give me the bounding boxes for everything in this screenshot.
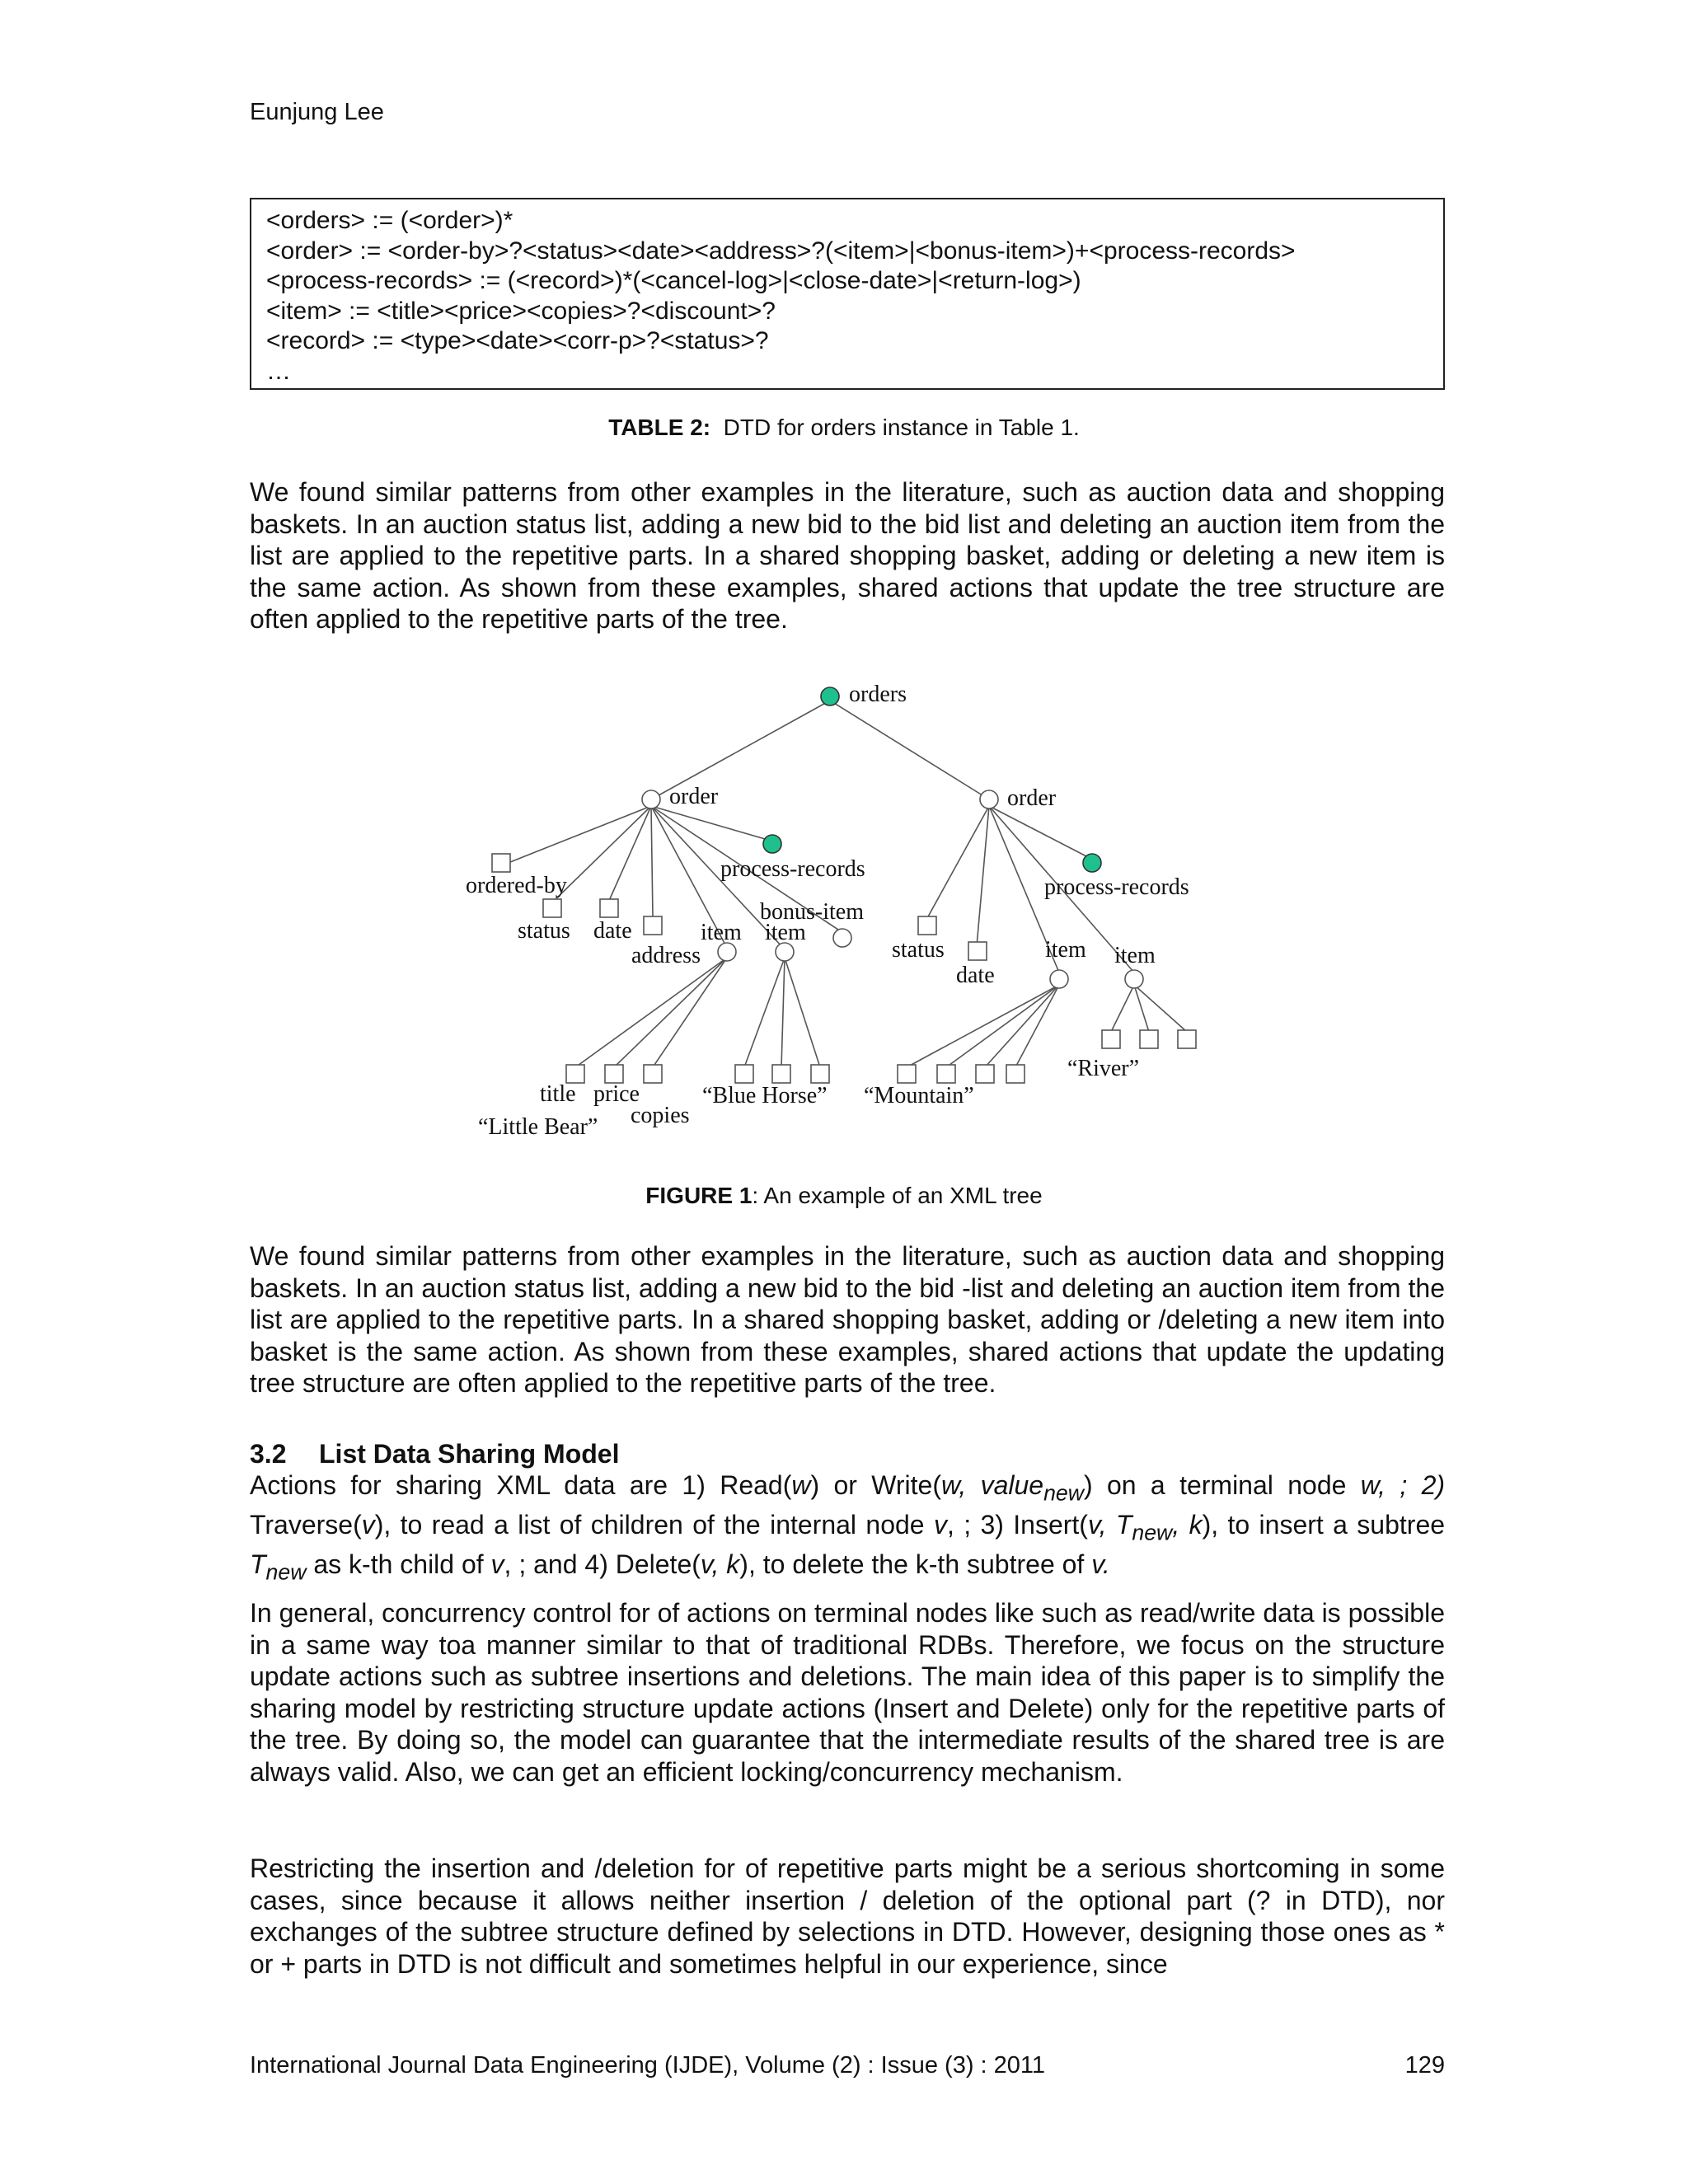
item-label: item: [701, 920, 742, 945]
tree-edge: [781, 958, 785, 1067]
item-label: item: [1114, 943, 1156, 968]
math-var: v, k: [700, 1549, 740, 1579]
section-number: 3.2: [250, 1439, 287, 1469]
order-node: [980, 790, 998, 808]
date-label: date: [956, 963, 995, 988]
page-number: 129: [1404, 2052, 1445, 2079]
text-run: ), to insert a subtree: [1202, 1509, 1446, 1540]
item-node: [1050, 970, 1068, 988]
tree-edge: [977, 806, 989, 946]
orders-label: orders: [849, 682, 907, 707]
ordered-by-label: ordered-by: [466, 873, 567, 898]
tree-edge: [651, 806, 653, 916]
leaf-node: [1006, 1065, 1025, 1083]
text-run: ), to delete the k-th subtree of: [739, 1549, 1092, 1579]
math-var: w: [791, 1470, 811, 1500]
tree-edge: [785, 958, 820, 1067]
tree-edge: [614, 958, 727, 1067]
paragraph-2: We found similar patterns from other examples in the literature, such as auction data and shopping baskets. In an auction status list, adding a new bid to the bid -list and deleting an auction item from the list are applied to the repetitive parts. In a shared shopping basket, adding or /deleting a new item into basket is the same action. As shown from these examples, shared actions that update the updating tree structure are often applied to the repetitive parts of the tree.: [250, 1241, 1445, 1399]
little-bear-label: “Little Bear”: [478, 1114, 598, 1140]
paragraph-4: In general, concurrency control for of actions on terminal nodes like such as read/write data is possible in a same way toa manner similar to that of traditional RDBs. Therefore, we focus on the structure update actions such as subtree insertions and deletions. The main idea of this paper is to simplify the sharing model by restricting structure update actions (Insert and Delete) only for the repetitive parts of the tree. By doing so, the model can guarantee that the intermediate results of the shared tree is are always valid. Also, we can get an efficient locking/concurrency mechanism.: [250, 1598, 1445, 1787]
table-caption-text: DTD for orders instance in Table 1.: [723, 415, 1080, 440]
text-run: , ; and 4) Delete(: [504, 1549, 701, 1579]
figure-caption-text: : An example of an XML tree: [752, 1183, 1043, 1208]
date-node: [968, 942, 987, 960]
math-sub: new: [265, 1559, 307, 1585]
order-label: order: [1007, 785, 1057, 811]
tree-edge: [830, 701, 989, 799]
process-records-label: process-records: [720, 856, 865, 882]
date-node: [600, 899, 618, 917]
leaf-node: [1140, 1030, 1158, 1048]
journal-citation: International Journal Data Engineering (IJDE), Volume (2) : Issue (3) : 2011: [250, 2052, 1046, 2079]
dtd-line: <orders> := (<order>)*: [266, 207, 513, 234]
running-header-author: Eunjung Lee: [250, 99, 384, 125]
tree-edge: [651, 806, 771, 841]
address-node: [644, 916, 662, 935]
table-caption-label: TABLE 2:: [608, 415, 711, 440]
tree-edge: [653, 958, 727, 1067]
figure-caption: [0, 1183, 1688, 1209]
leaf-node: [1102, 1030, 1120, 1048]
dtd-line: <order> := <order-by>?<status><date><address>?(<item>|<bonus-item>)+<process-records>: [266, 237, 1296, 265]
title-label: title: [540, 1081, 576, 1107]
item-label: item: [1045, 937, 1086, 963]
tree-edge: [1111, 985, 1134, 1032]
text-run: as k-th child of: [306, 1549, 491, 1579]
status-node: [543, 899, 561, 917]
tree-edge: [989, 806, 1088, 857]
bonus-item-label: bonus-item: [760, 899, 864, 925]
river-label: “River”: [1067, 1056, 1140, 1081]
math-var: w, ; 2): [1360, 1470, 1446, 1500]
address-label: address: [631, 943, 701, 968]
figure-caption-label: FIGURE 1: [645, 1183, 753, 1208]
process-records-node: [763, 835, 781, 853]
leaf-node: [605, 1065, 623, 1083]
tree-edge: [575, 958, 727, 1067]
section-title: List Data Sharing Model: [319, 1439, 620, 1469]
leaf-node: [772, 1065, 790, 1083]
leaf-node: [811, 1065, 829, 1083]
text-run: , ; 3) Insert(: [946, 1509, 1088, 1540]
math-var: , k: [1172, 1509, 1203, 1540]
copies-label: copies: [631, 1103, 690, 1128]
order-label: order: [669, 784, 719, 809]
dtd-line: <record> := <type><date><corr-p>?<status>?: [266, 327, 769, 354]
tree-edge: [927, 806, 989, 918]
bonus-item-node: [833, 929, 851, 947]
leaf-node: [1178, 1030, 1196, 1048]
paragraph-5: Restricting the insertion and /deletion for of repetitive parts might be a serious shortcoming in some cases, since because it allows neither insertion / deletion of the optional part (? in DTD), nor exchanges of the subtree structure defined by selections in DTD. However, designing those ones as * or + parts in DTD is not difficult and sometimes helpful in our experience, since: [250, 1854, 1445, 1979]
text-run: ), to read a list of children of the internal node: [374, 1509, 934, 1540]
math-var: v: [490, 1549, 504, 1579]
leaf-node: [735, 1065, 753, 1083]
dtd-line: <item> := <title><price><copies>?<discount>?: [266, 297, 776, 325]
math-var: v, T: [1087, 1509, 1132, 1540]
text-run: ) or Write(: [810, 1470, 942, 1500]
math-sub: new: [1132, 1520, 1173, 1545]
price-label: price: [593, 1081, 640, 1107]
item-node: [718, 943, 736, 961]
item-label: item: [765, 920, 806, 945]
paragraph-1: We found similar patterns from other examples in the literature, such as auction data and shopping baskets. In an auction status list, adding a new bid to the bid list and deleting an auction item from the list are applied to the repetitive parts. In a shared shopping basket, adding or deleting a new item is the same action. As shown from these examples, shared actions that update the tree structure are often applied to the repetitive parts of the tree.: [250, 477, 1445, 635]
dtd-line: …: [266, 357, 291, 385]
math-var: v: [361, 1509, 375, 1540]
math-var: v.: [1091, 1549, 1110, 1579]
leaf-node: [976, 1065, 994, 1083]
text-run: ) on a terminal node: [1084, 1470, 1361, 1500]
page-footer: [250, 2052, 1445, 2079]
blue-horse-label: “Blue Horse”: [702, 1083, 828, 1108]
mountain-label: “Mountain”: [864, 1083, 974, 1108]
math-var: T: [250, 1549, 266, 1579]
section-heading: [250, 1439, 619, 1469]
status-label: status: [892, 937, 945, 963]
tree-edge: [744, 958, 785, 1067]
ordered-by-node: [492, 854, 510, 872]
text-run: Traverse(: [250, 1509, 362, 1540]
leaf-node: [937, 1065, 955, 1083]
paragraph-3: [250, 1469, 1445, 1588]
tree-edge: [946, 985, 1059, 1067]
leaf-node: [566, 1065, 584, 1083]
status-node: [918, 916, 936, 935]
item-node: [776, 943, 794, 961]
date-label: date: [593, 918, 632, 944]
process-records-label: process-records: [1044, 874, 1189, 900]
tree-edge: [907, 985, 1059, 1067]
tree-edge: [552, 806, 651, 902]
process-records-node: [1083, 854, 1101, 872]
leaf-node: [898, 1065, 916, 1083]
text-run: Actions for sharing XML data are 1) Read(: [250, 1470, 792, 1500]
status-label: status: [518, 918, 570, 944]
leaf-node: [644, 1065, 662, 1083]
math-var: v: [933, 1509, 947, 1540]
order-node: [642, 790, 660, 808]
math-sub: new: [1043, 1480, 1084, 1506]
item-node: [1125, 970, 1143, 988]
dtd-line: <process-records> := (<record>)*(<cancel-log>|<close-date>|<return-log>): [266, 267, 1081, 294]
orders-node: [821, 687, 839, 705]
math-var: w, value: [941, 1470, 1044, 1500]
